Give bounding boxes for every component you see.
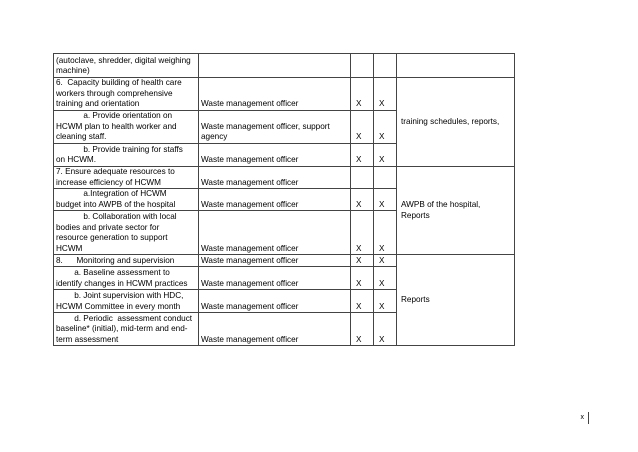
page-number: x <box>568 412 589 424</box>
mark-cell: X <box>351 290 374 313</box>
responsible-cell: Waste management officer <box>199 211 351 255</box>
responsible-cell: Waste management officer, support agency <box>199 111 351 144</box>
table-row <box>54 54 515 78</box>
mark-cell: X <box>351 313 374 346</box>
verification-cell: Reports <box>397 255 515 346</box>
activity-cell: b. Collaboration with local bodies and private sector for resource generation to support HCWM <box>54 211 199 255</box>
mark-cell: X <box>374 255 397 267</box>
activity-cell: d. Periodic assessment conduct baseline* (initial), mid-term and end- term assessment <box>54 313 199 346</box>
verification-cell: training schedules, reports, <box>397 78 515 167</box>
activity-cell: 8. Monitoring and supervision <box>54 255 199 267</box>
table-row <box>54 167 515 189</box>
mark-cell: X <box>374 267 397 290</box>
responsible-cell: Waste management officer <box>199 189 351 211</box>
mark-cell: X <box>351 267 374 290</box>
responsible-cell: Waste management officer <box>199 255 351 267</box>
mark-cell: X <box>374 189 397 211</box>
mark-cell: X <box>351 211 374 255</box>
activity-plan-table <box>53 53 515 346</box>
table-row <box>54 78 515 111</box>
activity-cell: 6. Capacity building of health care workers through comprehensive training and orientation <box>54 78 199 111</box>
mark-cell <box>374 167 397 189</box>
mark-cell: X <box>374 111 397 144</box>
mark-cell <box>374 54 397 78</box>
mark-cell: X <box>351 144 374 167</box>
responsible-cell <box>199 54 351 78</box>
verification-cell <box>397 54 515 78</box>
mark-cell: X <box>351 189 374 211</box>
activity-cell: b. Provide training for staffs on HCWM. <box>54 144 199 167</box>
verification-cell: AWPB of the hospital, Reports <box>397 167 515 255</box>
mark-cell: X <box>374 78 397 111</box>
activity-cell: a. Baseline assessment to identify changes in HCWM practices <box>54 267 199 290</box>
activity-cell: a.Integration of HCWM budget into AWPB of the hospital <box>54 189 199 211</box>
responsible-cell: Waste management officer <box>199 290 351 313</box>
mark-cell: X <box>374 313 397 346</box>
mark-cell: X <box>351 255 374 267</box>
responsible-cell: Waste management officer <box>199 167 351 189</box>
responsible-cell: Waste management officer <box>199 78 351 111</box>
activity-cell: 7. Ensure adequate resources to increase efficiency of HCWM <box>54 167 199 189</box>
table-row <box>54 255 515 267</box>
mark-cell <box>351 54 374 78</box>
mark-cell: X <box>374 144 397 167</box>
responsible-cell: Waste management officer <box>199 313 351 346</box>
mark-cell: X <box>351 78 374 111</box>
mark-cell: X <box>374 290 397 313</box>
activity-cell: (autoclave, shredder, digital weighing machine) <box>54 54 199 78</box>
mark-cell: X <box>351 111 374 144</box>
mark-cell: X <box>374 211 397 255</box>
activity-cell: b. Joint supervision with HDC, HCWM Committee in every month <box>54 290 199 313</box>
responsible-cell: Waste management officer <box>199 267 351 290</box>
responsible-cell: Waste management officer <box>199 144 351 167</box>
mark-cell <box>351 167 374 189</box>
activity-cell: a. Provide orientation on HCWM plan to health worker and cleaning staff. <box>54 111 199 144</box>
